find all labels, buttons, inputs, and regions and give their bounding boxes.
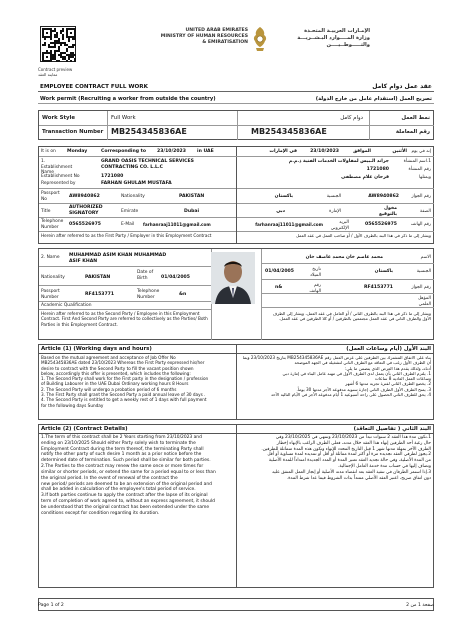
title-label: Title (41, 209, 51, 214)
title-line: SIGNATORY (69, 210, 99, 216)
ministry-line: MINISTRY OF HUMAN RESOURCES (160, 33, 248, 39)
contract-title-row (38, 82, 434, 92)
paragraph-line: دون اتفاق صريح، اعتبر العقد الأصلي ممتداً بذات الشروط فيما عدا شرط المدة. (286, 475, 431, 481)
nationality-label-ar: الجنسية (326, 194, 341, 199)
paragraph-line: بناء على الاتفاق المشترك بين الطرفين على عرض العمل رقم MB254345836AE بتاريخ 23/10/2023 وبما (242, 355, 431, 360)
paragraph-line: 1. The Second Party shall work for the First party in the designation / profession (41, 376, 209, 382)
qr-module (54, 46, 56, 48)
paragraph-line: 1.The term of this contract shall be 2 Years starting from 23/10/2023 and (41, 435, 202, 440)
transaction-number-en: MB254345836AE (111, 127, 187, 136)
work-style-value-ar: دوام كامل (340, 115, 363, 121)
emirate-value: Dubai (184, 209, 200, 214)
paragraph-line: 2.يجوز لطرفي العقد تجديده مرة أو أكثر لمدة مماثلة أو أقل أو تمديده لمدة مساوية أو أقل (267, 452, 431, 458)
email-value-ar: farhanraaj11011@gmail.com (255, 222, 323, 227)
paragraph-line: conditions except for condition regarding its duration. (41, 510, 160, 516)
second-party-referred: Herein after referred to as the Second Party / Employee in this Employment Contract. First And Second Party are referred to collectively as the Parties/ Both Parties in this Employment Contract. (41, 311, 208, 327)
article-2-title-ar: البند الثاني ( تفاصيل التعاقد) (353, 426, 431, 432)
paragraph-line: أدناه، ولذلك يقدم هذا العرض الذي يتضمن ما يلي: (345, 365, 431, 371)
ministry-line: & EMIRATISATION (202, 39, 248, 45)
est-no-value: 1721080 (101, 174, 124, 179)
qr-code (40, 26, 76, 62)
rep-label: Represented by (41, 181, 76, 186)
employee-phone-value: &n (179, 292, 187, 297)
qr-module (50, 38, 52, 40)
work-style-label-ar: نمط العمل (401, 115, 430, 121)
employee-name-line: ASIF KHAN (69, 258, 98, 264)
est-value-ar: جراند الـبيس لمقاولات الخدمات الفنية ذ.م.م (288, 159, 389, 164)
employee-passport-label: Passport Number (41, 289, 60, 300)
paragraph-line: الطرف الآخر بمهلة مدتها شهر 1 قبل التاريخ المحدد للإنهاء وتكون هذه المدة متماثلة للطرفين. (261, 446, 431, 452)
preview-caption (38, 68, 82, 78)
footer-bar (38, 598, 434, 611)
paragraph-line: ending on 23/10/2025 Should either Party solely wish to terminate the (41, 440, 196, 446)
qr-module (74, 60, 76, 62)
article-1-title-ar: البند الأول (أيام وساعات العمل) (346, 346, 431, 352)
phone-label: Telephone Number (41, 219, 64, 230)
qr-module (74, 54, 76, 56)
date-value: 23/10/2023 (157, 149, 186, 154)
corresponding-label: Corresponding to (101, 149, 146, 154)
paragraph-line: shall be added in calculation of the employee's total period of service. (41, 487, 196, 493)
paragraph-line: 4. يحق للطرف الثاني الحصول على راحة أسبوعية 1 أيام مدفوعة الأجر في الأيام التالية الأحد (270, 391, 431, 397)
qr-module (62, 38, 64, 40)
title-value-ar: مخول بالتوقيع (379, 206, 397, 217)
nationality-label: Nationality (121, 194, 145, 199)
article-2-section (38, 424, 434, 588)
phone-value: 0565526975 (69, 222, 101, 227)
qr-module (60, 44, 62, 46)
rep-value: FARHAN GHULAM MUSTAFA (101, 181, 172, 186)
paragraph-line: MB254345836AE dated 23/10/2023 Whereas the First Party expressed his/her (41, 360, 205, 366)
employee-phone-label: Telephone Number (137, 289, 160, 300)
establishment-value (101, 159, 231, 170)
paragraph-line: 3.If both parties continue to apply the contract after the lapse of its original (41, 493, 208, 499)
paragraph-line: below, accordingly this offer is presented, which includes the following: (41, 370, 191, 376)
qr-module (66, 50, 68, 52)
establishment-line: GRAND OASIS TECHNICAL SERVICES (101, 159, 194, 164)
establishment-label: 1. Establishment Name (41, 159, 73, 175)
uae-emblem-icon (252, 26, 268, 52)
paragraph-line: term of completion of work agreed to, without an express agreement, it should (41, 498, 215, 504)
employee-nationality-value: PAKISTAN (85, 275, 111, 280)
contract-page (32, 20, 442, 618)
transaction-label-ar: رقم المعاملة (395, 129, 430, 135)
employee-name-label-ar: الاسم (420, 255, 431, 260)
qr-module (44, 38, 46, 40)
qr-module (70, 60, 72, 62)
paragraph-line: من المدة الأصلية، وفي حالة تجديد العقد تعتبر المدة أو المدد الجديدة امتداداً للمدة الأصلية (268, 458, 431, 464)
employee-phone-ar: n& (275, 285, 283, 290)
paragraph-line: new period/ periods are deemed to be an extension of the original period and (41, 481, 212, 487)
it-is-on-ar: إنه في يوم (411, 149, 431, 154)
passport-label-ar: رقم الجواز (411, 194, 431, 199)
article-1-text-en (41, 355, 235, 408)
day-value: Monday (67, 149, 88, 154)
article-1-text-ar (237, 355, 431, 397)
emirate-label-ar: الإمارة (329, 209, 341, 214)
emirate-label: Emirate (121, 209, 139, 214)
est-label-ar: 1.اسم المنشأة (403, 159, 431, 164)
work-permit-row (38, 94, 434, 104)
title-label-ar: الصفة (420, 209, 431, 214)
first-party-section (38, 146, 434, 244)
paragraph-line: أن الطرف الأول رغب في التعاقد مع الطرف الثاني لتشغيله في الجهة الموضحة (294, 360, 431, 366)
paragraph-line: وتضاف إليها في حساب مدة خدمة العامل الإجمالية. (337, 464, 431, 470)
paragraph-line: 3. يمنح الطرف الأول الطرف الثاني إجازة سنوية مدفوعة الأجر مدتها 30 يوماً. (296, 386, 431, 392)
paragraph-line: the original period. In the event of renewal of the contract the (41, 475, 178, 481)
passport-label: Passport No (41, 191, 60, 202)
paragraph-line: 2.The Parties to the contract may renew the same once or more times for (41, 464, 204, 470)
employee-passport-ar: RF4153771 (363, 285, 393, 290)
paragraph-line: حال رغبة أحد الطرفين إنهاء هذا العقد خلال مدته، فعلى الطرف الراغب بالإنهاء إخطار (276, 440, 431, 446)
permit-label-en: Work permit (Recruiting a worker from outside the country) (40, 96, 216, 102)
second-party-referred-ar: ويشار إلى ما ذكر في هذا البند بالطرف الثاني / أو العامل في عقد العمل، ويشار إلى الطرف الأول والطرف الثاني في عقد العمل مجتمعين بالطرفين / أو كلا الطرفين في عقد العمل. (272, 311, 431, 322)
qr-module (66, 60, 68, 62)
article-2-text-en (41, 435, 235, 516)
rep-value-ar: فرحان غلام مصطفى (341, 175, 389, 180)
date-ar: 23/10/2023 (310, 149, 339, 154)
email-value: farhanraaj11011@gmail.com (143, 222, 211, 227)
paragraph-line: notify the other party of such desire 1 month as a prior notice before the (41, 452, 202, 458)
qr-module (74, 38, 76, 40)
employee-nationality-ar: باكستان (374, 269, 393, 274)
ministry-name-en (158, 28, 248, 46)
paragraph-line: determined date of termination. Such period shall be similar for both parties. (41, 458, 211, 464)
qr-module (46, 56, 48, 58)
employee-passport-label-ar: رقم الجواز (411, 285, 431, 290)
employee-nationality-label: Nationality (41, 275, 65, 280)
qualification-label: Academic Qualification (41, 303, 92, 308)
est-no-value-ar: 1721080 (366, 167, 389, 172)
employee-photo (211, 252, 255, 304)
qr-module (62, 30, 64, 32)
ministry-line: الإمـارات العربيـة المتحـدة (304, 28, 370, 34)
page-number-ar: صفحة 1 من 2 (406, 603, 434, 608)
ministry-line: UNITED ARAB EMIRATES (185, 28, 248, 33)
qr-module (50, 60, 52, 62)
qr-module (58, 60, 60, 62)
dob-value: 01/04/2005 (161, 275, 190, 280)
corresponding-ar: الموافق (353, 149, 371, 154)
preview-ar: معاينة العقد (38, 71, 58, 77)
email-label: E-Mail (121, 222, 135, 227)
passport-value-ar: AW8940862 (368, 194, 399, 199)
paragraph-line: 3. The First Party shall grant the Second Party a paid annual leave of 30 days . (41, 391, 206, 397)
article-2-text-ar (237, 435, 431, 482)
qr-module (70, 32, 72, 34)
phone-value-ar: 0565526975 (365, 222, 397, 227)
emirate-value-ar: دبي (276, 209, 285, 214)
employee-name-label: 2. Name (41, 255, 60, 260)
employee-name-ar: محمد عاصم خان محمد عاصف خان (305, 255, 383, 260)
paragraph-line: 1.تكون مدة هذا العقد 2 سنوات تبدأ من 23/10/2023 وتنتهي في 23/10/2025 وفي (275, 435, 431, 440)
page-number-en: Page 1 of 2 (38, 603, 64, 608)
ministry-line: والتـــــوطــيــــن (326, 41, 370, 48)
qr-module (74, 44, 76, 46)
it-is-on-label: It is on (41, 149, 56, 154)
day-ar: الأثنين (392, 149, 407, 154)
work-style-value-en: Full Work (111, 115, 136, 121)
paragraph-line: Employment Contract during the term thereof, the terminating Party shall (41, 446, 204, 452)
employee-nationality-label-ar: الجنسية (416, 269, 431, 274)
dob-label: Date of Birth (137, 270, 154, 281)
qr-module (72, 46, 74, 48)
employee-passport-value: RF4153771 (85, 292, 115, 297)
nationality-value-ar: باكستان (274, 194, 293, 199)
ministry-line: وزارة المــــوارد البـشــريـــة (297, 34, 370, 41)
paragraph-line: of Building Labourer in the UAE Dubai Ordinary working hours 8 Hours (41, 381, 189, 387)
employee-phone-label-ar: رقم الهاتف (309, 283, 321, 294)
qr-module (44, 44, 46, 46)
paragraph-line: similar or shorter periods, or extend the same for a period equal to or less than (41, 469, 216, 475)
work-style-label-en: Work Style (42, 115, 76, 121)
article-2-title-en: Article (2) (Contract Details) (41, 426, 128, 432)
transaction-number-ar: MB254345836AE (251, 127, 327, 136)
transaction-label-en: Transaction Number (42, 129, 104, 135)
title-line: AUTHORIZED (69, 205, 103, 210)
est-no-label: Establishment No (41, 174, 80, 179)
in-uae-ar: في الإمارات (269, 149, 297, 154)
paragraph-line: for the following days Sunday (41, 402, 104, 408)
qualification-label-ar: المؤهل العلمي (417, 296, 431, 307)
dob-label-ar: تاريخ الميلاد (310, 267, 321, 278)
title-value (69, 205, 103, 216)
rep-label-ar: ويمثلها (418, 175, 431, 180)
email-label-ar: البريد الإلكتروني (330, 220, 349, 231)
employee-name-line: MUHAMMAD ASIM KHAN MUHAMMAD (69, 253, 167, 258)
article-1-section (38, 344, 434, 420)
employee-name-value (69, 253, 209, 264)
nationality-value: PAKISTAN (179, 194, 205, 199)
first-party-referred: Herein after referred to as the First Party / Employer in this Employment Contract (41, 233, 212, 238)
phone-label-ar: رقم الهاتف (410, 222, 431, 227)
contract-title-ar: عقد عمل دوام كامل (372, 83, 432, 90)
permit-label-ar: تصريح العمل (استقدام عامل من خارج الدولة) (315, 96, 432, 102)
paragraph-line: 4. The Second Party is entitled to get a weekly rest of 1 days with full payment (41, 397, 207, 403)
paragraph-line: 3.إذا استمر الطرفان في تنفيذ العقد بعد انقضاء مدته الأصلية أو إنجاز العمل المتفق عليه (272, 469, 431, 475)
establishment-line: CONTRACTING CO. L.L.C (101, 164, 164, 170)
in-uae-label: in UAE (197, 149, 214, 154)
preview-en: Contract preview (38, 67, 73, 72)
est-no-label-ar: رقم المنشأة (408, 167, 431, 172)
contract-title-en: EMPLOYEE CONTRACT FULL WORK (40, 84, 148, 90)
paragraph-line: 2. The Second Party will undergo a probation period of 6 months (41, 386, 177, 392)
first-party-referred-ar: ويشار إلى ما ذكر في هذا البند بالطرف الأول / أو صاحب العمل في عقد العمل (296, 233, 431, 238)
qr-module (68, 40, 70, 42)
paragraph-line: be understood that the original contract has been extended under the same (41, 504, 210, 510)
ministry-name-ar (270, 28, 370, 48)
paragraph-line: وساعات العمل العادية 8 ساعات (374, 376, 431, 382)
qr-module (46, 32, 48, 34)
paragraph-line: Based on the mutual agreement and acceptance of Job Offer No (41, 355, 176, 360)
dob-value-ar: 01/04/2005 (265, 269, 294, 274)
work-style-table (38, 110, 434, 140)
paragraph-line: 1. يلتزم الطرف الثاني بأن يعمل لدى الطرف الأول في مهنة عامل البناء في إمارة دبي (282, 370, 431, 376)
paragraph-line: desire to contract with the Second Party to fill the vacant position shown (41, 365, 194, 371)
passport-value: AW8940862 (69, 194, 100, 199)
article-1-title-en: Article (1) (Working days and hours) (41, 346, 152, 352)
paragraph-line: 2. يخضع الطرف الثاني لفترة تجربة مدتها 6 أشهر (345, 381, 431, 387)
